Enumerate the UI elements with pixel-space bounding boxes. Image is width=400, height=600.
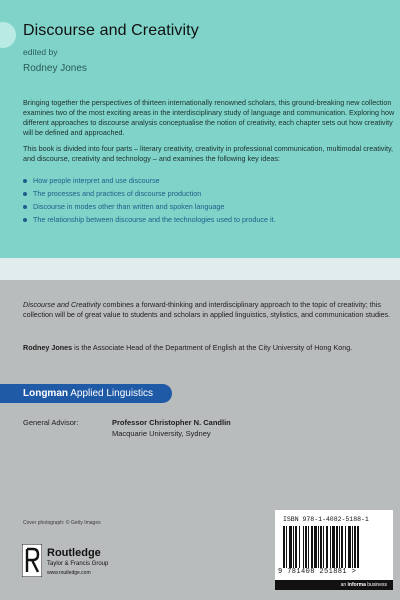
barcode-digits: 9 781408 251881 > <box>278 568 357 576</box>
advisor-label: General Advisor: <box>23 418 79 427</box>
advisor-name: Professor Christopher N. Candlin <box>112 418 231 427</box>
series-brand: Longman <box>23 388 68 399</box>
list-item: How people interpret and use discourse <box>23 176 395 189</box>
barcode-panel <box>275 510 393 590</box>
barcode-bar <box>330 526 331 568</box>
informa-brand: informa <box>347 582 366 588</box>
barcode-bar <box>357 526 359 568</box>
barcode-bar <box>352 526 353 568</box>
intro-paragraph-1: Bringing together the perspectives of thirteen internationally renowned scholars, this ground-breaking new collection examines two of the most exciting areas in the interdisciplinary study of language and communication. Exploring how different approaches to discourse analysis conceptualise the notion of creativity, each chapter sets out how creativity will be defined and approached. <box>23 98 395 137</box>
barcode-bar <box>348 526 351 568</box>
edited-by-label: edited by <box>23 47 58 57</box>
editor-name: Rodney Jones <box>23 63 87 74</box>
informa-prefix: an <box>340 582 348 588</box>
barcode-bar <box>345 526 346 568</box>
description-book-title: Discourse and Creativity <box>23 300 101 309</box>
barcode-bar <box>299 526 300 568</box>
barcode-bar <box>332 526 335 568</box>
barcode-bar <box>286 526 287 568</box>
circle-tab <box>0 22 16 48</box>
advisor-affiliation: Macquarie University, Sydney <box>112 429 211 438</box>
divider-band <box>0 258 400 280</box>
barcode-bar <box>295 526 297 568</box>
bio-text: is the Associate Head of the Department of English at the City University of Hong Kong. <box>72 343 353 352</box>
barcode-bar <box>354 526 356 568</box>
barcode-graphic <box>283 526 385 568</box>
book-title: Discourse and Creativity <box>23 22 199 39</box>
barcode-bar <box>336 526 338 568</box>
barcode-bar <box>293 526 294 568</box>
list-item: The processes and practices of discourse production <box>23 189 395 202</box>
barcode-bar <box>320 526 322 568</box>
intro-paragraph-2: This book is divided into four parts – literary creativity, creativity in professional communication, multimodal creativity, and discourse, creativity and technology – and examines the following key ideas: <box>23 144 394 163</box>
publisher-group: Taylor & Francis Group <box>47 561 109 567</box>
barcode-bar <box>318 526 319 568</box>
editor-bio <box>23 343 395 353</box>
barcode-bar <box>326 526 328 568</box>
barcode-bar <box>339 526 340 568</box>
barcode-bar <box>314 526 317 568</box>
informa-strip <box>275 580 393 590</box>
description-text: combines a forward-thinking and interdisciplinary approach to the topic of creativity; this collection will be of great value to students and scholars in applied linguistics, stylistics, and communication studies. <box>23 300 391 319</box>
barcode-bar <box>311 526 313 568</box>
bio-name: Rodney Jones <box>23 343 73 352</box>
informa-suffix: business <box>365 582 387 588</box>
barcode-bar <box>308 526 309 568</box>
barcode-bar <box>289 526 292 568</box>
key-ideas-list <box>23 176 395 228</box>
series-name: Applied Linguistics <box>68 388 154 399</box>
publisher-url: www.routledge.com <box>47 570 91 576</box>
list-item: Discourse in modes other than written and spoken language <box>23 202 395 215</box>
barcode-bar <box>341 526 343 568</box>
series-title <box>23 388 153 399</box>
publisher-name: Routledge <box>47 547 101 559</box>
book-description <box>23 300 395 320</box>
routledge-r-icon <box>22 544 42 577</box>
isbn-label: ISBN 978-1-4082-5188-1 <box>283 516 369 523</box>
barcode-bar <box>283 526 285 568</box>
barcode-bar <box>305 526 307 568</box>
top-panel <box>0 0 400 258</box>
barcode-bar <box>323 526 324 568</box>
barcode-bar <box>303 526 304 568</box>
list-item: The relationship between discourse and the technologies used to produce it. <box>23 215 395 228</box>
photo-credit: Cover photograph: © Getty Images <box>23 520 101 526</box>
